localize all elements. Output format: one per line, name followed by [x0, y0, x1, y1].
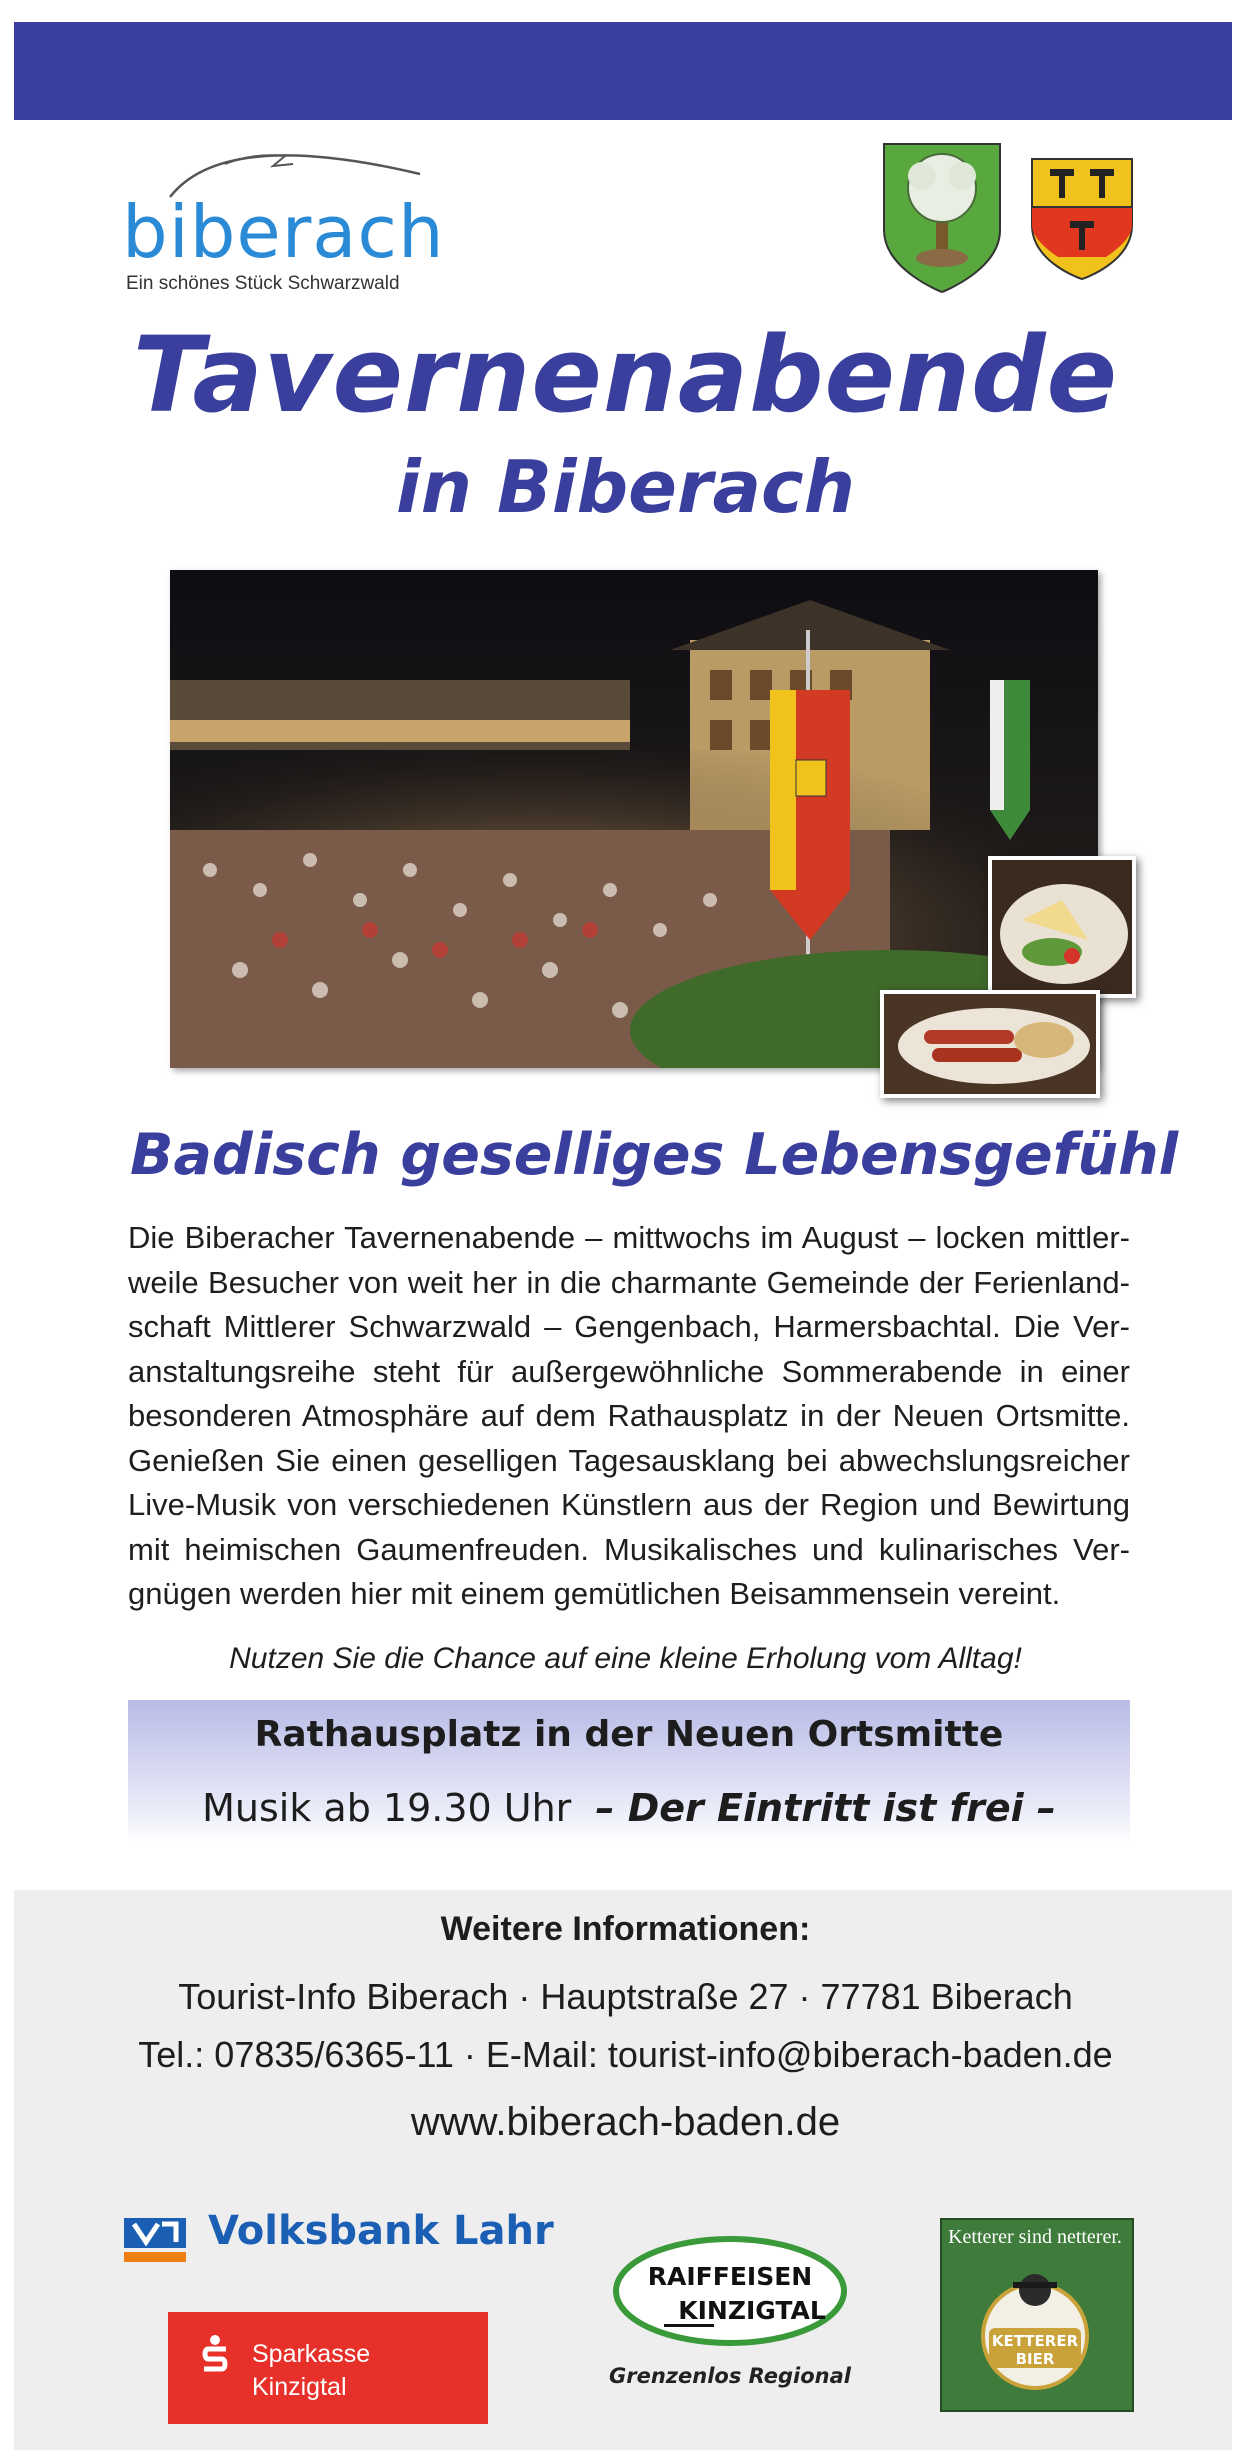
description-tagline: Nutzen Sie die Chance auf eine kleine Erholung vom Alltag!	[229, 1642, 1022, 1675]
biberach-tree-crest-icon	[880, 140, 1004, 296]
event-time-admission	[128, 1786, 1130, 1830]
top-color-band	[14, 22, 1232, 120]
volksbank-logo-icon	[124, 2218, 186, 2262]
page-title: Tavernenabende	[132, 314, 1119, 436]
contact-address: Tourist-Info Biberach · Hauptstraße 27 · 77781 Biberach	[178, 1976, 1073, 2017]
section-heading: Badisch geselliges Lebensgefühl	[130, 1122, 1179, 1188]
ketterer-badge-line2: BIER	[1015, 2350, 1055, 2368]
raiffeisen-oval-icon	[610, 2234, 850, 2348]
raiffeisen-slogan: Grenzenlos Regional	[609, 2364, 851, 2388]
raiffeisen-name-line1: RAIFFEISEN	[647, 2262, 813, 2291]
raiffeisen-name-line2: KINZIGTAL	[678, 2296, 826, 2325]
biberach-logo-wordmark: biberach	[122, 190, 445, 274]
contact-website-link[interactable]: www.biberach-baden.de	[410, 2100, 841, 2144]
description-paragraph: Die Biberacher Tavernenabende – mittwochs im August – locken mittlerweile Besucher von weit her in die charmante Gemeinde der Ferienlandschaft Mittlerer Schwarzwald – Gengenbach, Harmersbachtal. Die Veranstaltungsreihe steht für außergewöhnliche Sommerabende in einer besonderen Atmosphäre auf dem Rathausplatz in der Neuen Ortsmitte. Genießen Sie einen geselligen Tagesausklang bei abwechslungsreicher Live-Musik von verschiedenen Künstlern aus der Region und Bewirtung mit heimischen Gaumenfreuden. Musikalisches und kulinarisches Vergnügen werden hier mit einem gemütlichen Beisammensein vereint.	[128, 1220, 1130, 1611]
event-time: Musik ab 19.30 Uhr	[202, 1786, 572, 1830]
event-venue: Rathausplatz in der Neuen Ortsmitte	[254, 1714, 1004, 1755]
sparkasse-name-line2: Kinzigtal	[252, 2373, 347, 2401]
ketterer-slogan: Ketterer sind netterer.	[948, 2226, 1122, 2248]
event-admission: – Der Eintritt ist frei –	[595, 1786, 1056, 1830]
contact-phone-email[interactable]: Tel.: 07835/6365-11 · E-Mail: tourist-info@biberach-baden.de	[138, 2034, 1113, 2075]
page-subtitle: in Biberach	[396, 445, 855, 529]
ketterer-badge-line1: KETTERER	[991, 2332, 1079, 2350]
volksbank-name: Volksbank Lahr	[208, 2208, 554, 2254]
food-inset-photo-sausage	[880, 990, 1100, 1098]
sparkasse-s-icon	[200, 2335, 230, 2379]
sparkasse-name-line1: Sparkasse	[252, 2340, 371, 2368]
ketterer-beer-badge	[965, 2258, 1105, 2398]
food-inset-photo-cheese	[988, 856, 1136, 998]
hammer-crest-icon	[1028, 155, 1136, 283]
biberach-logo-tagline: Ein schönes Stück Schwarzwald	[126, 273, 400, 294]
contact-heading: Weitere Informationen:	[440, 1910, 811, 1948]
